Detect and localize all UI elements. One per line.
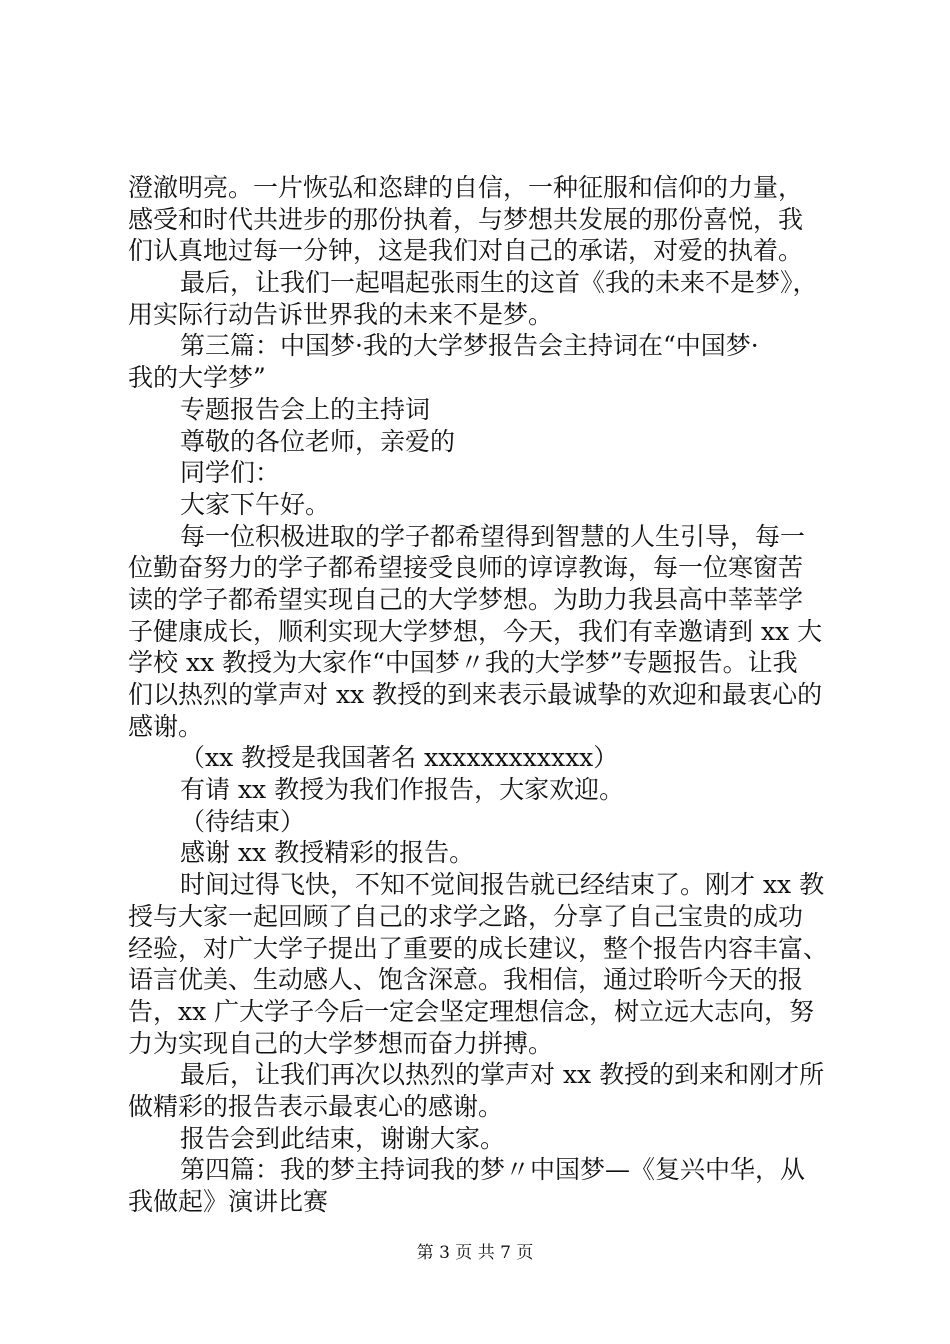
section-heading: 第三篇：中国梦·我的大学梦报告会主持词在“中国梦· (180, 331, 759, 361)
text-line: 位勤奋努力的学子都希望接受良师的谆谆教诲，每一位寒窗苦 (128, 553, 804, 583)
text-line: 做精彩的报告表示最衷心的感谢。 (128, 1091, 504, 1121)
text-line: 语言优美、生动感人、饱含深意。我相信，通过聆听今天的报 (128, 965, 804, 995)
text-line: 子健康成长，顺利实现大学梦想，今天，我们有幸邀请到 xx 大 (128, 616, 823, 646)
text-line: 感谢。 (128, 711, 204, 741)
text-line: 读的学子都希望实现自己的大学梦想。为助力我县高中莘莘学 (128, 584, 804, 614)
text-line: 感受和时代共进步的那份执着，与梦想共发展的那份喜悦，我 (128, 204, 804, 234)
text-line: 尊敬的各位老师，亲爱的 (180, 426, 456, 456)
text-line: 有请 xx 教授为我们作报告，大家欢迎。 (180, 775, 625, 805)
text-line: 用实际行动告诉世界我的未来不是梦。 (128, 299, 554, 329)
text-line: （待结束） (180, 806, 306, 836)
text-line: 大家下午好。 (180, 489, 331, 519)
text-line: 告，xx 广大学子今后一定会坚定理想信念，树立远大志向，努 (128, 996, 815, 1026)
section-heading: 我做起》演讲比赛 (128, 1187, 329, 1216)
section-heading: 我的大学梦” (128, 363, 266, 393)
text-line: 力为实现自己的大学梦想而奋力拼搏。 (128, 1028, 554, 1058)
text-line: 同学们： (180, 458, 281, 488)
text-line: 最后，让我们一起唱起张雨生的这首《我的未来不是梦》， (180, 268, 818, 298)
text-line: 们以热烈的掌声对 xx 教授的到来表示最诚挚的欢迎和最衷心的 (128, 680, 823, 709)
text-line: 时间过得飞快，不知不觉间报告就已经结束了。刚才 xx 教 (180, 870, 825, 900)
body-text (128, 172, 840, 1218)
text-line: 们认真地过每一分钟，这是我们对自己的承诺，对爱的执着。 (128, 236, 804, 266)
text-line: 感谢 xx 教授精彩的报告。 (180, 838, 475, 868)
page-footer: 第 3 页 共 7 页 (416, 1243, 534, 1263)
text-line: 专题报告会上的主持词 (180, 394, 431, 424)
text-line: 澄澈明亮。一片恢弘和恣肆的自信，一种征服和信仰的力量， (128, 173, 804, 202)
text-line: 每一位积极进取的学子都希望得到智慧的人生引导，每一 (180, 521, 806, 551)
text-line: 最后，让我们再次以热烈的掌声对 xx 教授的到来和刚才所 (180, 1060, 825, 1090)
text-line: 学校 xx 教授为大家作“中国梦〃我的大学梦”专题报告。让我 (128, 648, 798, 678)
text-line: 报告会到此结束，谢谢大家。 (180, 1123, 506, 1153)
text-line: （xx 教授是我国著名 xxxxxxxxxxxx） (180, 743, 619, 773)
section-heading: 第四篇：我的梦主持词我的梦〃中国梦—《复兴中华，从 (180, 1155, 806, 1185)
text-line: 经验，对广大学子提出了重要的成长建议，整个报告内容丰富、 (128, 933, 829, 963)
text-line: 授与大家一起回顾了自己的求学之路，分享了自己宝贵的成功 (128, 901, 804, 931)
